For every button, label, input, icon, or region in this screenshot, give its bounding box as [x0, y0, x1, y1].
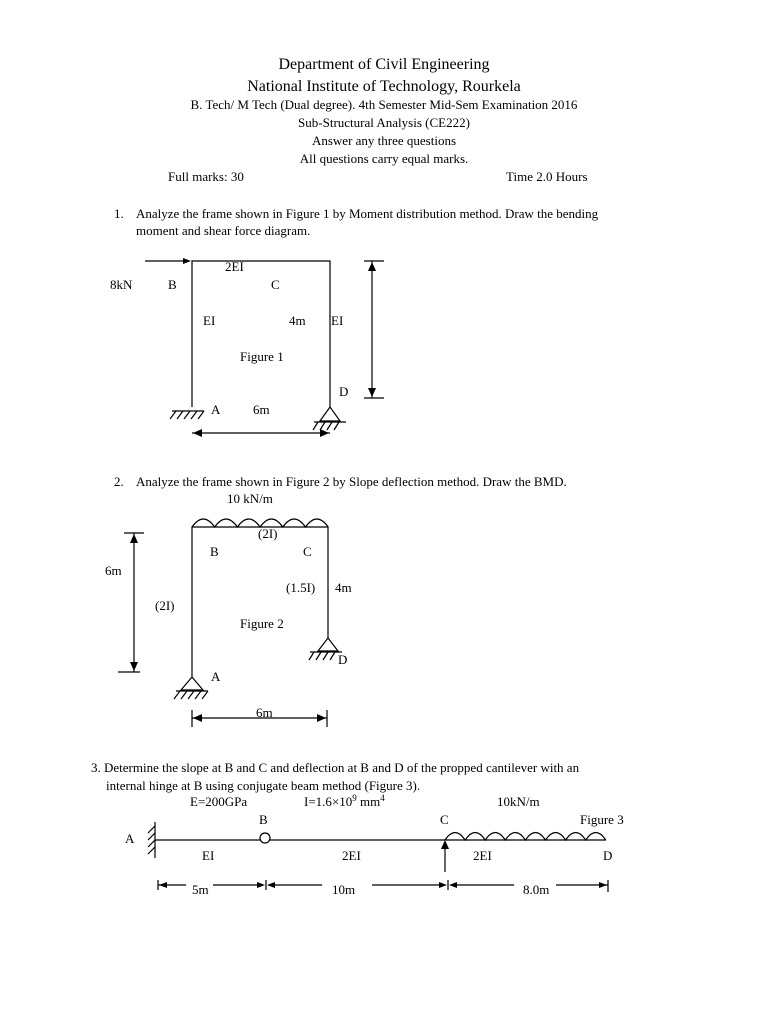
- fig3-node-c: C: [440, 812, 449, 827]
- fig1-load-label: 8kN: [110, 277, 133, 292]
- fig2-caption: Figure 2: [240, 616, 284, 631]
- fig2-right-col: (1.5I): [286, 580, 316, 595]
- q2-number: 2.: [114, 474, 124, 489]
- fig3-seg2-stiffness: 2EI: [342, 848, 361, 863]
- fig1-span: 6m: [253, 402, 270, 417]
- fig2-node-a: A: [211, 669, 221, 684]
- instruction-answer: Answer any three questions: [311, 133, 457, 148]
- fig2-node-c: C: [303, 544, 312, 559]
- frame-1-members: [192, 261, 330, 407]
- fig1-beam-stiffness: 2EI: [225, 259, 244, 274]
- fig2-height-left: 6m: [105, 563, 122, 578]
- course-title: Sub-Structural Analysis (CE222): [298, 115, 470, 130]
- fig1-node-a: A: [211, 402, 221, 417]
- figure-2: [0, 490, 768, 730]
- figure-3: [0, 790, 768, 900]
- pinned-support-d: [320, 407, 340, 421]
- fig3-span1: 5m: [192, 882, 209, 897]
- fig3-span2: 10m: [332, 882, 356, 897]
- pinned-support-d: [318, 638, 338, 651]
- figure-1-arrowheads: [193, 262, 376, 437]
- department-title: Department of Civil Engineering: [278, 56, 490, 73]
- q1-number: 1.: [114, 206, 124, 221]
- fig3-node-a: A: [125, 831, 135, 846]
- udl-load: [445, 833, 606, 841]
- fig2-node-d: D: [338, 652, 348, 667]
- fig1-right-col: EI: [331, 313, 344, 328]
- fig1-node-b: B: [168, 277, 177, 292]
- fig3-node-d: D: [603, 848, 613, 863]
- exam-time: Time 2.0 Hours: [506, 169, 588, 184]
- fig3-span3: 8.0m: [523, 882, 550, 897]
- pinned-support-a: [181, 677, 203, 690]
- fig2-span: 6m: [256, 705, 273, 720]
- fig3-e-value: E=200GPa: [190, 794, 248, 809]
- load-arrowhead: [183, 258, 191, 264]
- fig3-seg3-stiffness: 2EI: [473, 848, 492, 863]
- fig1-left-col: EI: [203, 313, 216, 328]
- instruction-marks: All questions carry equal marks.: [299, 151, 469, 166]
- fig1-node-c: C: [271, 277, 280, 292]
- fig2-udl-label: 10 kN/m: [227, 491, 273, 506]
- figure-1: [0, 250, 768, 450]
- q3-text-line1: 3. Determine the slope at B and C and deflection at B and D of the propped cantilever with an: [91, 760, 580, 775]
- fig3-seg1-stiffness: EI: [202, 848, 215, 863]
- fig2-height-right: 4m: [335, 580, 352, 595]
- internal-hinge-b: [260, 833, 270, 843]
- fig3-udl-label: 10kN/m: [497, 794, 540, 809]
- fig3-i-value: $I=1.6\times 10^9$ $mm^4$: [304, 793, 385, 809]
- q1-text-line2: moment and shear force diagram.: [136, 223, 311, 238]
- full-marks: Full marks: 30: [168, 169, 244, 184]
- fig2-node-b: B: [210, 544, 219, 559]
- fig1-node-d: D: [339, 384, 349, 399]
- fig1-caption: Figure 1: [240, 349, 284, 364]
- fig2-beam-stiffness: (2I): [258, 526, 278, 541]
- q3-text-line2: internal hinge at B using conjugate beam method (Figure 3).: [106, 778, 421, 793]
- fig1-height: 4m: [289, 313, 306, 328]
- fig3-node-b: B: [259, 812, 268, 827]
- fig3-caption: Figure 3: [580, 812, 624, 827]
- fig2-left-col: (2I): [155, 598, 175, 613]
- institute-title: National Institute of Technology, Rourkela: [247, 78, 521, 95]
- exam-title: B. Tech/ M Tech (Dual degree). 4th Semester Mid-Sem Examination 2016: [190, 97, 578, 112]
- q1-text-line1: Analyze the frame shown in Figure 1 by Moment distribution method. Draw the bending: [136, 206, 599, 221]
- q2-text-line1: Analyze the frame shown in Figure 2 by Slope deflection method. Draw the BMD.: [136, 474, 567, 489]
